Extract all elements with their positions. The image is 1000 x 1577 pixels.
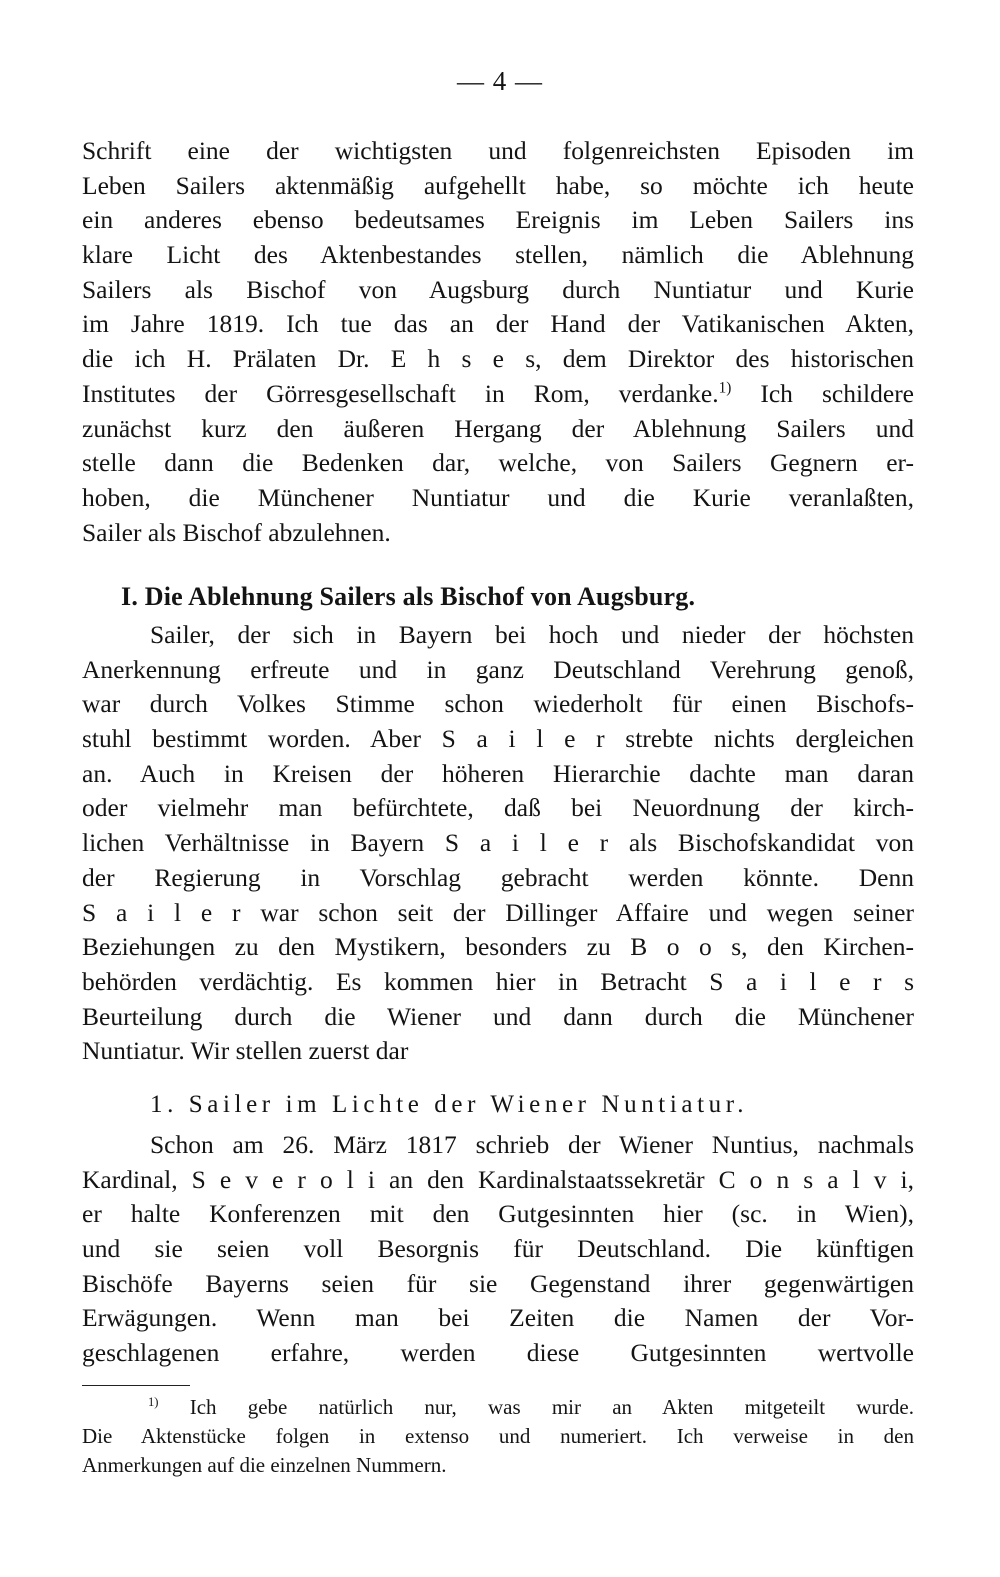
section-heading: I. Die Ablehnung Sailers als Bischof von Augsburg. <box>121 582 696 611</box>
intro-paragraph <box>82 134 914 550</box>
page-number: — 4 — <box>457 66 543 96</box>
text-line: an. Auch in Kreisen der höheren Hierarchie dachte man daran <box>82 758 914 788</box>
text-line-with-footnote-ref <box>82 377 914 412</box>
text-line: ein anderes ebenso bedeutsames Ereignis im Leben Sailers ins <box>82 205 914 235</box>
text-line: S a i l e r war schon seit der Dillinger Affaire und wegen seiner <box>82 897 914 927</box>
footnote-line <box>82 1393 914 1422</box>
text-line: Beziehungen zu den Mystikern, besonders zu B o o s, den Kirchen- <box>82 932 914 962</box>
text-line: Bischöfe Bayerns seien für sie Gegenstand ihrer gegenwärtigen <box>82 1268 914 1298</box>
text-line: Kardinal, S e v e r o l i an den Kardinalstaatssekretär C o n s a l v i, <box>82 1164 914 1194</box>
text-line: zunächst kurz den äußeren Hergang der Ablehnung Sailers und <box>82 413 914 443</box>
text-line: war durch Volkes Stimme schon wiederholt für einen Bischofs- <box>82 689 914 719</box>
subsection-heading: 1. Sailer im Lichte der Wiener Nuntiatur. <box>150 1091 749 1118</box>
footnote-line: Die Aktenstücke folgen in extenso und numeriert. Ich verweise in den <box>82 1424 914 1448</box>
text-line: im Jahre 1819. Ich tue das an der Hand der Vatikanischen Akten, <box>82 309 914 339</box>
text-line: Beurteilung durch die Wiener und dann durch die Münchener <box>82 1001 914 1031</box>
text-line: er halte Konferenzen mit den Gutgesinnten hier (sc. in Wien), <box>82 1199 914 1229</box>
footnote-reference: 1) <box>718 379 732 397</box>
footnote-divider <box>82 1385 190 1386</box>
text-line: oder vielmehr man befürchtete, daß bei Neuordnung der kirch- <box>82 793 914 823</box>
text-line: lichen Verhältnisse in Bayern S a i l e r als Bischofskandidat von <box>82 828 914 858</box>
text-segment: Ich schildere <box>760 378 915 408</box>
text-line: hoben, die Münchener Nuntiatur und die Kurie veranlaßten, <box>82 482 914 512</box>
text-line: stuhl bestimmt worden. Aber S a i l e r strebte nichts dergleichen <box>82 724 914 754</box>
text-segment: Ich gebe natürlich nur, was mir an Akten mitgeteilt wurde. <box>189 1395 915 1419</box>
text-line: Sailer als Bischof abzulehnen. <box>82 517 391 547</box>
text-line: Schrift eine der wichtigsten und folgenreichsten Episoden im <box>82 136 914 165</box>
text-line: der Regierung in Vorschlag gebracht werden könnte. Denn <box>82 862 914 892</box>
text-line: Sailer, der sich in Bayern bei hoch und nieder der höchsten <box>150 620 914 649</box>
subsection-paragraph <box>82 1128 914 1371</box>
section-paragraph <box>82 618 914 1069</box>
text-line: Anerkennung erfreute und in ganz Deutschland Verehrung genoß, <box>82 654 914 684</box>
text-line: und sie seien voll Besorgnis für Deutschland. Die künftigen <box>82 1234 914 1264</box>
text-line: klare Licht des Aktenbestandes stellen, nämlich die Ablehnung <box>82 240 914 270</box>
text-line: geschlagenen erfahre, werden diese Gutgesinnten wertvolle <box>82 1338 914 1368</box>
text-line: Nuntiatur. Wir stellen zuerst dar <box>82 1036 409 1066</box>
footnote <box>82 1393 914 1480</box>
text-line: die ich H. Prälaten Dr. E h s e s, dem Direktor des historischen <box>82 344 914 374</box>
text-segment: Institutes der Görresgesellschaft in Rom, verdanke. <box>82 378 719 408</box>
text-line: behörden verdächtig. Es kommen hier in Betracht S a i l e r s <box>82 966 914 996</box>
footnote-marker: 1) <box>148 1395 159 1409</box>
text-line: Leben Sailers aktenmäßig aufgehellt habe, so möchte ich heute <box>82 170 914 200</box>
text-line: Erwägungen. Wenn man bei Zeiten die Namen der Vor- <box>82 1303 914 1333</box>
footnote-line: Anmerkungen auf die einzelnen Nummern. <box>82 1453 447 1477</box>
text-line: Sailers als Bischof von Augsburg durch Nuntiatur und Kurie <box>82 274 914 304</box>
text-line: Schon am 26. März 1817 schrieb der Wiener Nuntius, nachmals <box>150 1130 914 1159</box>
text-line: stelle dann die Bedenken dar, welche, von Sailers Gegnern er- <box>82 448 914 478</box>
